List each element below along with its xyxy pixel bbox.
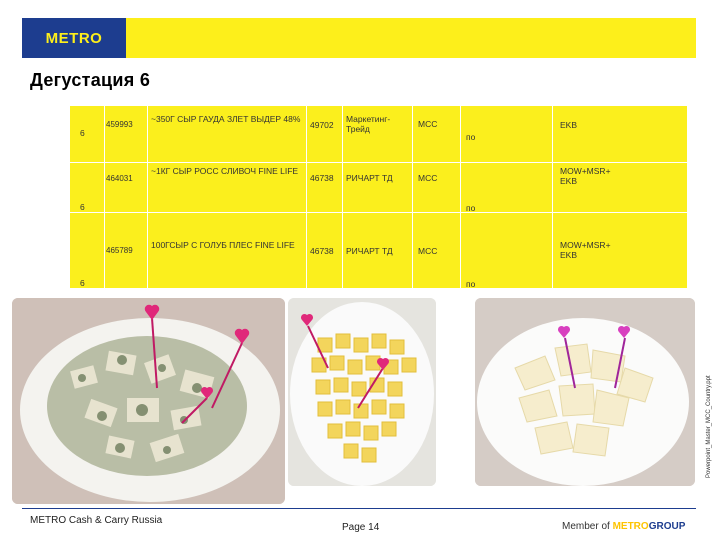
status-flag: по bbox=[466, 132, 476, 142]
page-title: Дегустация 6 bbox=[30, 70, 151, 90]
supplier-name: Маркетинг-Трейд bbox=[346, 114, 391, 134]
region: MOW+MSR+ EKB bbox=[560, 240, 611, 260]
supplier-name: РИЧАРТ ТД bbox=[346, 173, 393, 183]
row-num: 6 bbox=[80, 128, 85, 138]
supplier-code: 46738 bbox=[310, 173, 334, 183]
metro-logo: METRO bbox=[22, 18, 126, 58]
row-num: 6 bbox=[80, 202, 85, 212]
soft-cheese-photo bbox=[475, 298, 695, 486]
file-name-label: Powerpoint_Master_MCC_Country.ppt bbox=[706, 375, 712, 478]
format-type: MCC bbox=[418, 246, 438, 256]
col-divider bbox=[342, 106, 343, 288]
region: EKB bbox=[560, 120, 578, 130]
col-divider bbox=[460, 106, 461, 288]
supplier-name: РИЧАРТ ТД bbox=[346, 246, 393, 256]
row-divider bbox=[70, 212, 687, 213]
product-name: ~350Г СЫР ГАУДА ЗЛЕТ ВЫДЕР 48% bbox=[151, 114, 301, 124]
col-divider bbox=[552, 106, 553, 288]
header-bar bbox=[22, 18, 696, 58]
article-code: 464031 bbox=[106, 174, 133, 183]
row-num: 6 bbox=[80, 278, 85, 288]
row-divider bbox=[70, 162, 687, 163]
yellow-cheese-photo bbox=[288, 298, 436, 486]
format-type: MCC bbox=[418, 119, 438, 129]
member-prefix: Member of bbox=[562, 521, 613, 532]
metro-group-brand: METRO bbox=[612, 521, 649, 532]
article-code: 465789 bbox=[106, 246, 133, 255]
blue-cheese-photo bbox=[12, 298, 285, 504]
col-divider bbox=[306, 106, 307, 288]
article-code: 459993 bbox=[106, 120, 133, 129]
footer-company: METRO Cash & Carry Russia bbox=[30, 515, 163, 526]
product-name: 100ГСЫР С ГОЛУБ ПЛЕС FINE LIFE bbox=[151, 240, 295, 250]
status-flag: по bbox=[466, 279, 476, 289]
col-divider bbox=[104, 106, 105, 288]
page-number: Page 14 bbox=[342, 522, 380, 533]
product-name: ~1КГ СЫР РОСС СЛИВОЧ FINE LIFE bbox=[151, 166, 299, 176]
region: MOW+MSR+ EKB bbox=[560, 166, 611, 186]
metro-group-suffix: GROUP bbox=[648, 521, 686, 532]
footer-divider bbox=[22, 508, 696, 509]
member-of-label bbox=[562, 521, 685, 532]
supplier-code: 49702 bbox=[310, 120, 334, 130]
col-divider bbox=[412, 106, 413, 288]
col-divider bbox=[147, 106, 148, 288]
status-flag: по bbox=[466, 203, 476, 213]
format-type: MCC bbox=[418, 173, 438, 183]
supplier-code: 46738 bbox=[310, 246, 334, 256]
